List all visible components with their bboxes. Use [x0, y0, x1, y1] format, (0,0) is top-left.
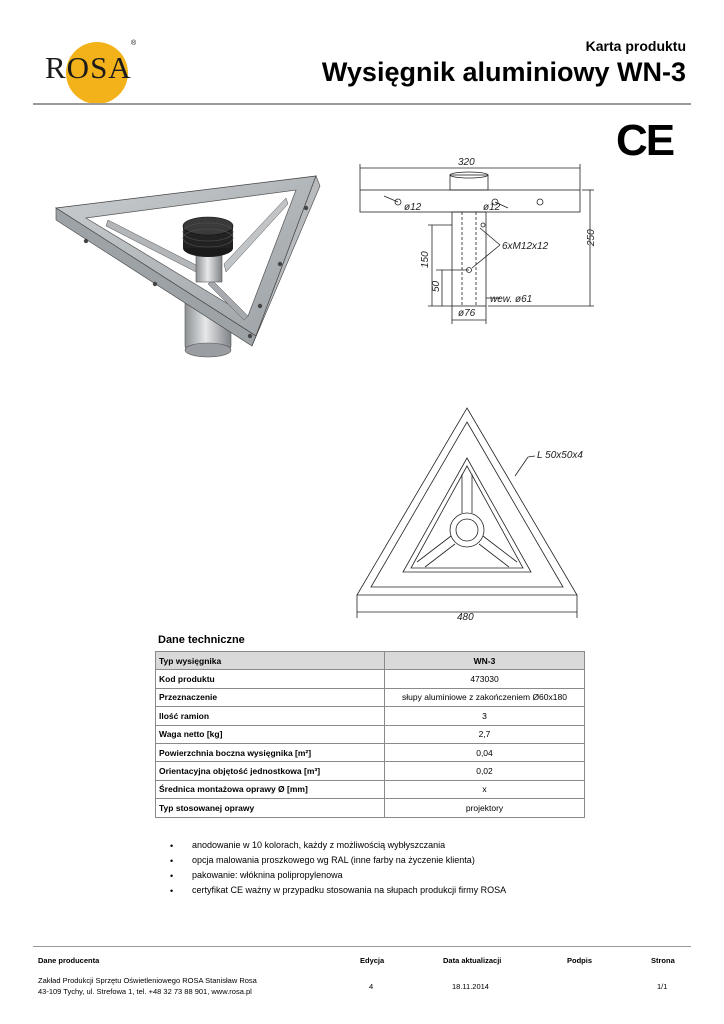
- table-row: [156, 762, 585, 780]
- dim-hole-1: ø12: [404, 202, 422, 213]
- table-row: [156, 725, 585, 743]
- row-label: Typ wysięgnika: [156, 652, 385, 670]
- row-label: Orientacyjna objętość jednostkowa [m³]: [156, 762, 385, 780]
- dim-height-total: 250: [586, 229, 597, 246]
- producer-line-1: Zakład Produkcji Sprzętu Oświetleniowego ROSA Stanisław Rosa: [38, 976, 257, 985]
- row-label: Kod produktu: [156, 670, 385, 688]
- edition-label: Edycja: [360, 956, 385, 965]
- logo: ROSA: [45, 50, 132, 85]
- top-drawing: [345, 400, 605, 625]
- table-row: [156, 652, 585, 670]
- dim-width-bottom: 480: [457, 612, 474, 623]
- dim-screws: 6xM12x12: [502, 241, 549, 252]
- table-row: [156, 799, 585, 817]
- table-row: [156, 670, 585, 688]
- registered-mark: ®: [131, 40, 137, 47]
- row-value: 3: [385, 707, 585, 725]
- list-item: • certyfikat CE ważny w przypadku stosowania na słupach produkcji firmy ROSA: [172, 883, 506, 898]
- dim-50: 50: [431, 280, 442, 292]
- row-value: WN-3: [385, 652, 585, 670]
- footer-divider: [33, 946, 691, 947]
- tech-table: [155, 651, 585, 818]
- header-divider: [33, 103, 691, 105]
- table-row: [156, 743, 585, 761]
- dim-inner: wew. ø61: [490, 294, 533, 305]
- producer-line-2: 43-109 Tychy, ul. Strefowa 1, tel. +48 32 73 88 901, www.rosa.pl: [38, 987, 252, 996]
- producer-label: Dane producenta: [38, 956, 100, 965]
- sign-label: Podpis: [567, 956, 593, 965]
- ce-mark: CE: [616, 116, 674, 165]
- page-label: Strona: [651, 956, 675, 965]
- row-label: Waga netto [kg]: [156, 725, 385, 743]
- row-value: 0,04: [385, 743, 585, 761]
- dim-hole-2: ø12: [483, 202, 501, 213]
- edition-value: 4: [369, 982, 374, 991]
- section-title: Dane techniczne: [158, 634, 245, 646]
- row-label: Ilość ramion: [156, 707, 385, 725]
- update-date: 18.11.2014: [452, 982, 489, 991]
- dim-width-top: 320: [458, 157, 475, 168]
- row-value: x: [385, 780, 585, 798]
- row-value: 2,7: [385, 725, 585, 743]
- dim-profile: L 50x50x4: [537, 450, 583, 461]
- feature-list: [172, 838, 506, 898]
- list-item: • anodowanie w 10 kolorach, każdy z możliwością wybłyszczania: [172, 838, 506, 853]
- doc-kicker: Karta produktu: [585, 38, 686, 54]
- page-title: Wysięgnik aluminiowy WN-3: [321, 57, 686, 87]
- product-render: [48, 168, 328, 358]
- side-drawing: [350, 150, 610, 330]
- row-value: słupy aluminiowe z zakończeniem Ø60x180: [385, 688, 585, 706]
- page-number: 1/1: [657, 982, 668, 991]
- list-item: • pakowanie: włóknina polipropylenowa: [172, 868, 506, 883]
- row-value: 0,02: [385, 762, 585, 780]
- table-row: [156, 780, 585, 798]
- row-label: Powierzchnia boczna wysięgnika [m²]: [156, 743, 385, 761]
- update-label: Data aktualizacji: [443, 956, 502, 965]
- dim-outer: ø76: [458, 308, 476, 319]
- table-row: [156, 707, 585, 725]
- row-value: projektory: [385, 799, 585, 817]
- row-value: 473030: [385, 670, 585, 688]
- list-item: • opcja malowania proszkowego wg RAL (inne farby na życzenie klienta): [172, 853, 506, 868]
- row-label: Średnica montażowa oprawy Ø [mm]: [156, 780, 385, 798]
- table-row: [156, 688, 585, 706]
- dim-150: 150: [420, 251, 431, 268]
- row-label: Przeznaczenie: [156, 688, 385, 706]
- row-label: Typ stosowanej oprawy: [156, 799, 385, 817]
